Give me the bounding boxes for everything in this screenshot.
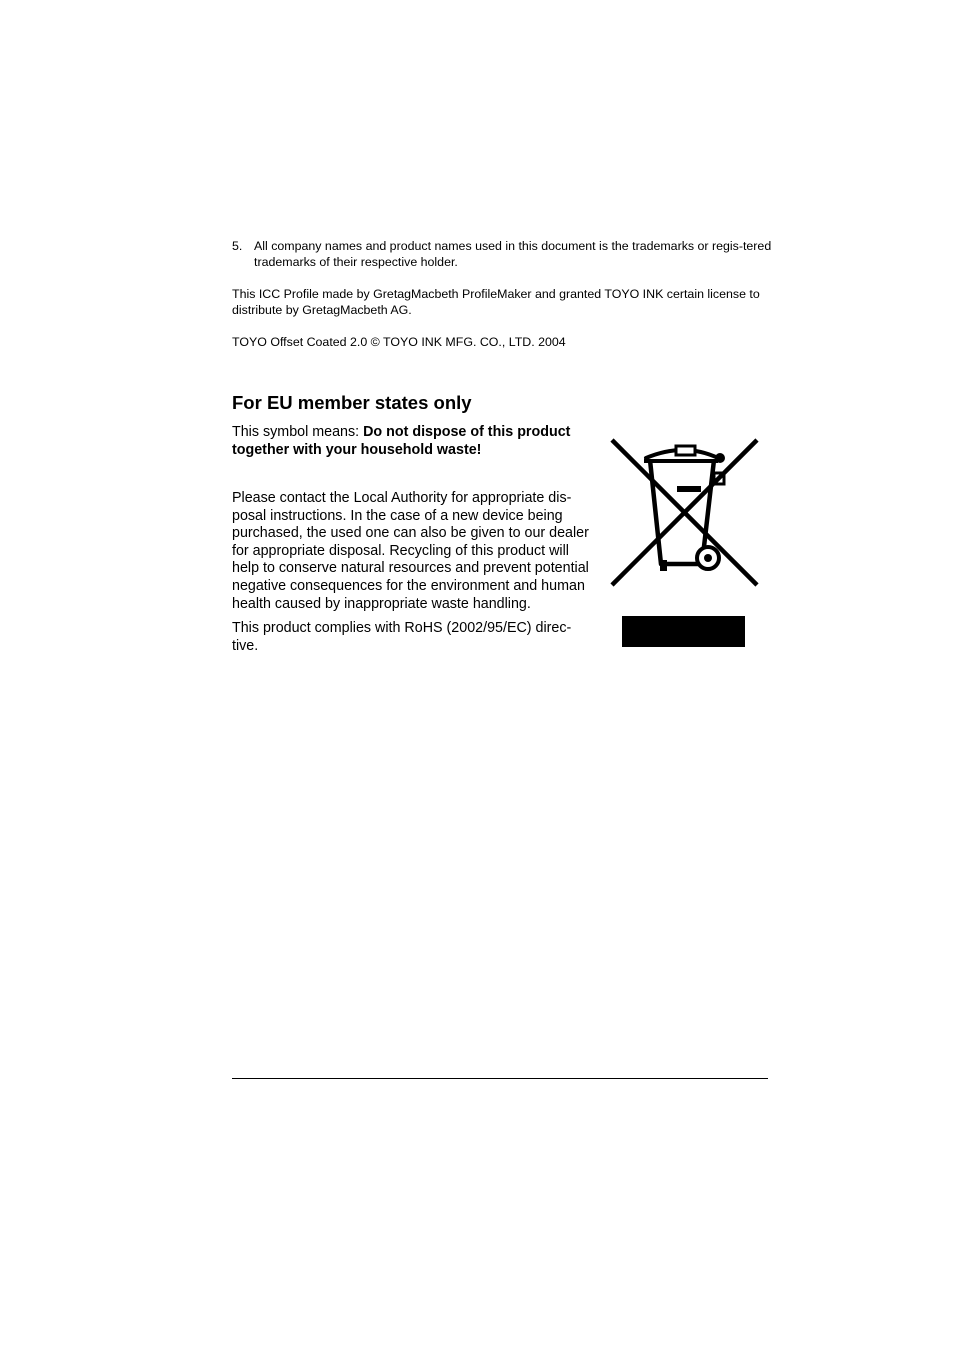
symbol-meaning-paragraph bbox=[232, 424, 592, 459]
toyo-copyright-paragraph: TOYO Offset Coated 2.0 © TOYO INK MFG. CO., LTD. 2004 bbox=[232, 335, 566, 349]
footer-divider bbox=[232, 1078, 768, 1079]
symbol-meaning-warning: Do not dispose of this product together with your household waste! bbox=[232, 424, 571, 458]
note-number: 5. bbox=[232, 239, 243, 253]
rohs-compliance-paragraph: This product complies with RoHS (2002/95/EC) direc-tive. bbox=[232, 620, 572, 654]
note-text: All company names and product names used in this document is the trademarks or regis-tered trademarks of their respective holder. bbox=[254, 239, 772, 269]
eu-section-title: For EU member states only bbox=[232, 392, 472, 413]
icc-profile-paragraph: This ICC Profile made by GretagMacbeth ProfileMaker and granted TOYO INK certain license to distribute by GretagMacbeth AG. bbox=[232, 287, 760, 317]
crossed-out-wheelie-bin-icon bbox=[606, 434, 762, 590]
note-item-5 bbox=[232, 238, 772, 270]
symbol-meaning-intro: This symbol means: bbox=[232, 424, 364, 440]
weee-marking-bar bbox=[622, 616, 745, 647]
disposal-instructions-paragraph: Please contact the Local Authority for appropriate dis-posal instructions. In the case of a new device being purchased, the used one can also be given to our dealer for appropriate disposal. Recycling of this product will help to conserve natural resources and prevent potential negative consequences for the environment and human health caused by inappropriate waste handling. bbox=[232, 490, 589, 612]
